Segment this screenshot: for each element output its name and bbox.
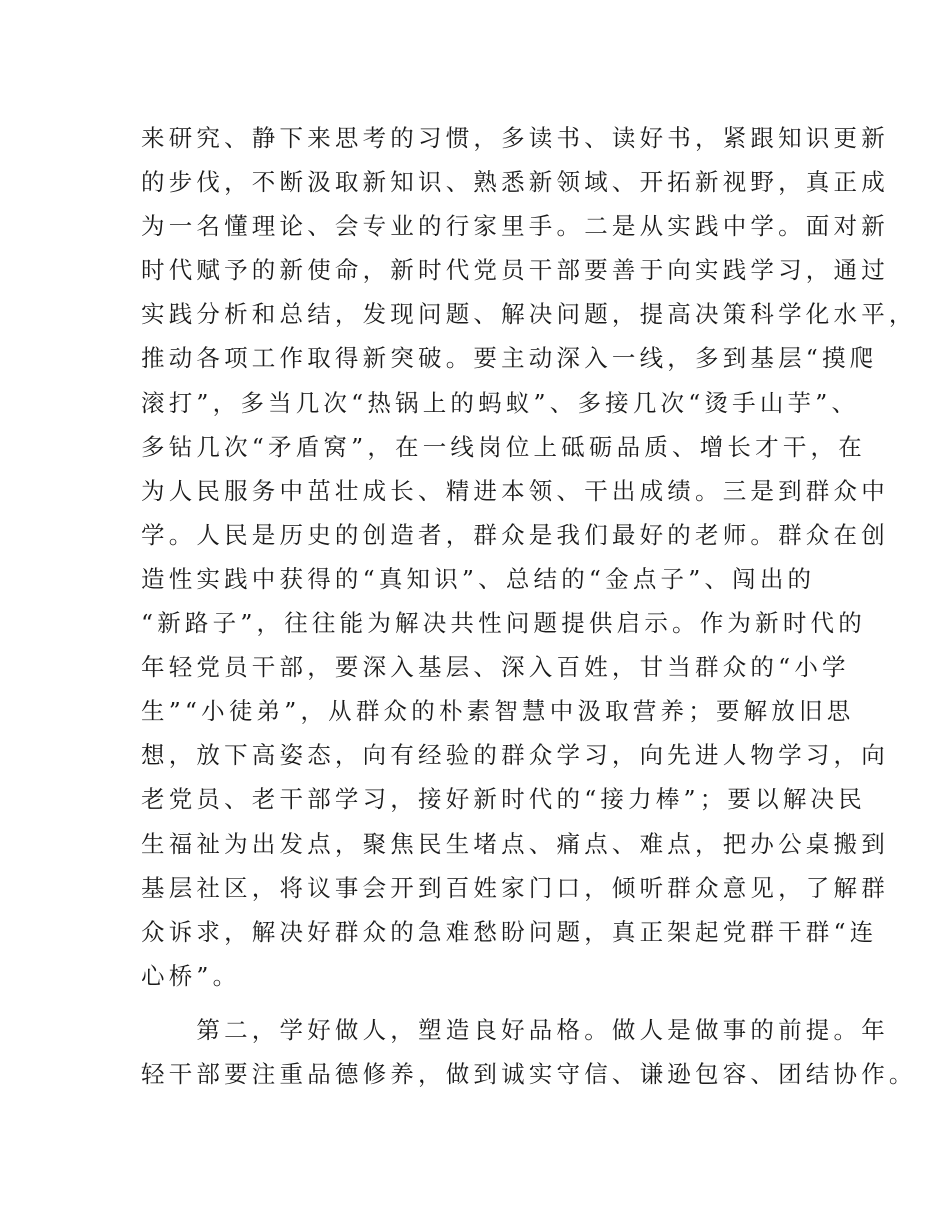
text-line: 时代赋予的新使命，新时代党员干部要善于向实践学习，通过 xyxy=(141,256,889,285)
paragraph xyxy=(141,116,917,998)
text-line: 滚打”，多当几次“热锅上的蚂蚁”、多接几次“烫手山芋”、 xyxy=(141,388,860,417)
text-line: 学。人民是历史的创造者，群众是我们最好的老师。群众在创 xyxy=(141,520,889,549)
text-line: 轻干部要注重品德修养，做到诚实守信、谦逊包容、团结协作。 xyxy=(141,1059,917,1088)
text-line: 实践分析和总结，发现问题、解决问题，提高决策科学化水平， xyxy=(141,300,917,329)
document-body xyxy=(141,116,917,1096)
text-line: 多钻几次“矛盾窝”，在一线岗位上砥砺品质、增长才干，在 xyxy=(141,432,866,461)
text-line: 想，放下高姿态，向有经验的群众学习，向先进人物学习，向 xyxy=(141,741,889,770)
text-line: 众诉求，解决好群众的急难愁盼问题，真正架起党群干群“连 xyxy=(141,917,878,946)
text-line: 造性实践中获得的“真知识”、总结的“金点子”、闯出的 xyxy=(141,564,816,593)
text-line: 为人民服务中茁壮成长、精进本领、干出成绩。三是到群众中 xyxy=(141,476,889,505)
text-line: 的步伐，不断汲取新知识、熟悉新领域、开拓新视野，真正成 xyxy=(141,168,889,197)
text-line: 老党员、老干部学习，接好新时代的“接力棒”；要以解决民 xyxy=(141,785,866,814)
text-line: 推动各项工作取得新突破。要主动深入一线，多到基层“摸爬 xyxy=(141,344,878,373)
text-line: 第二，学好做人，塑造良好品格。做人是做事的前提。年 xyxy=(141,1015,889,1044)
text-line: “新路子”，往往能为解决共性问题提供启示。作为新时代的 xyxy=(141,609,866,638)
text-line: 年轻党员干部，要深入基层、深入百姓，甘当群众的“小学 xyxy=(141,653,850,682)
paragraph-spacer xyxy=(141,998,831,1008)
text-line: 生福祉为出发点，聚焦民生堵点、痛点、难点，把办公桌搬到 xyxy=(141,829,889,858)
text-line: 基层社区，将议事会开到百姓家门口，倾听群众意见，了解群 xyxy=(141,873,889,902)
text-line: 为一名懂理论、会专业的行家里手。二是从实践中学。面对新 xyxy=(141,212,889,241)
text-line: 生”“小徒弟”，从群众的朴素智慧中汲取营养；要解放旧思 xyxy=(141,697,855,726)
paragraph xyxy=(141,1008,917,1096)
text-line: 来研究、静下来思考的习惯，多读书、读好书，紧跟知识更新 xyxy=(141,124,889,152)
text-line: 心桥”。 xyxy=(141,961,241,990)
